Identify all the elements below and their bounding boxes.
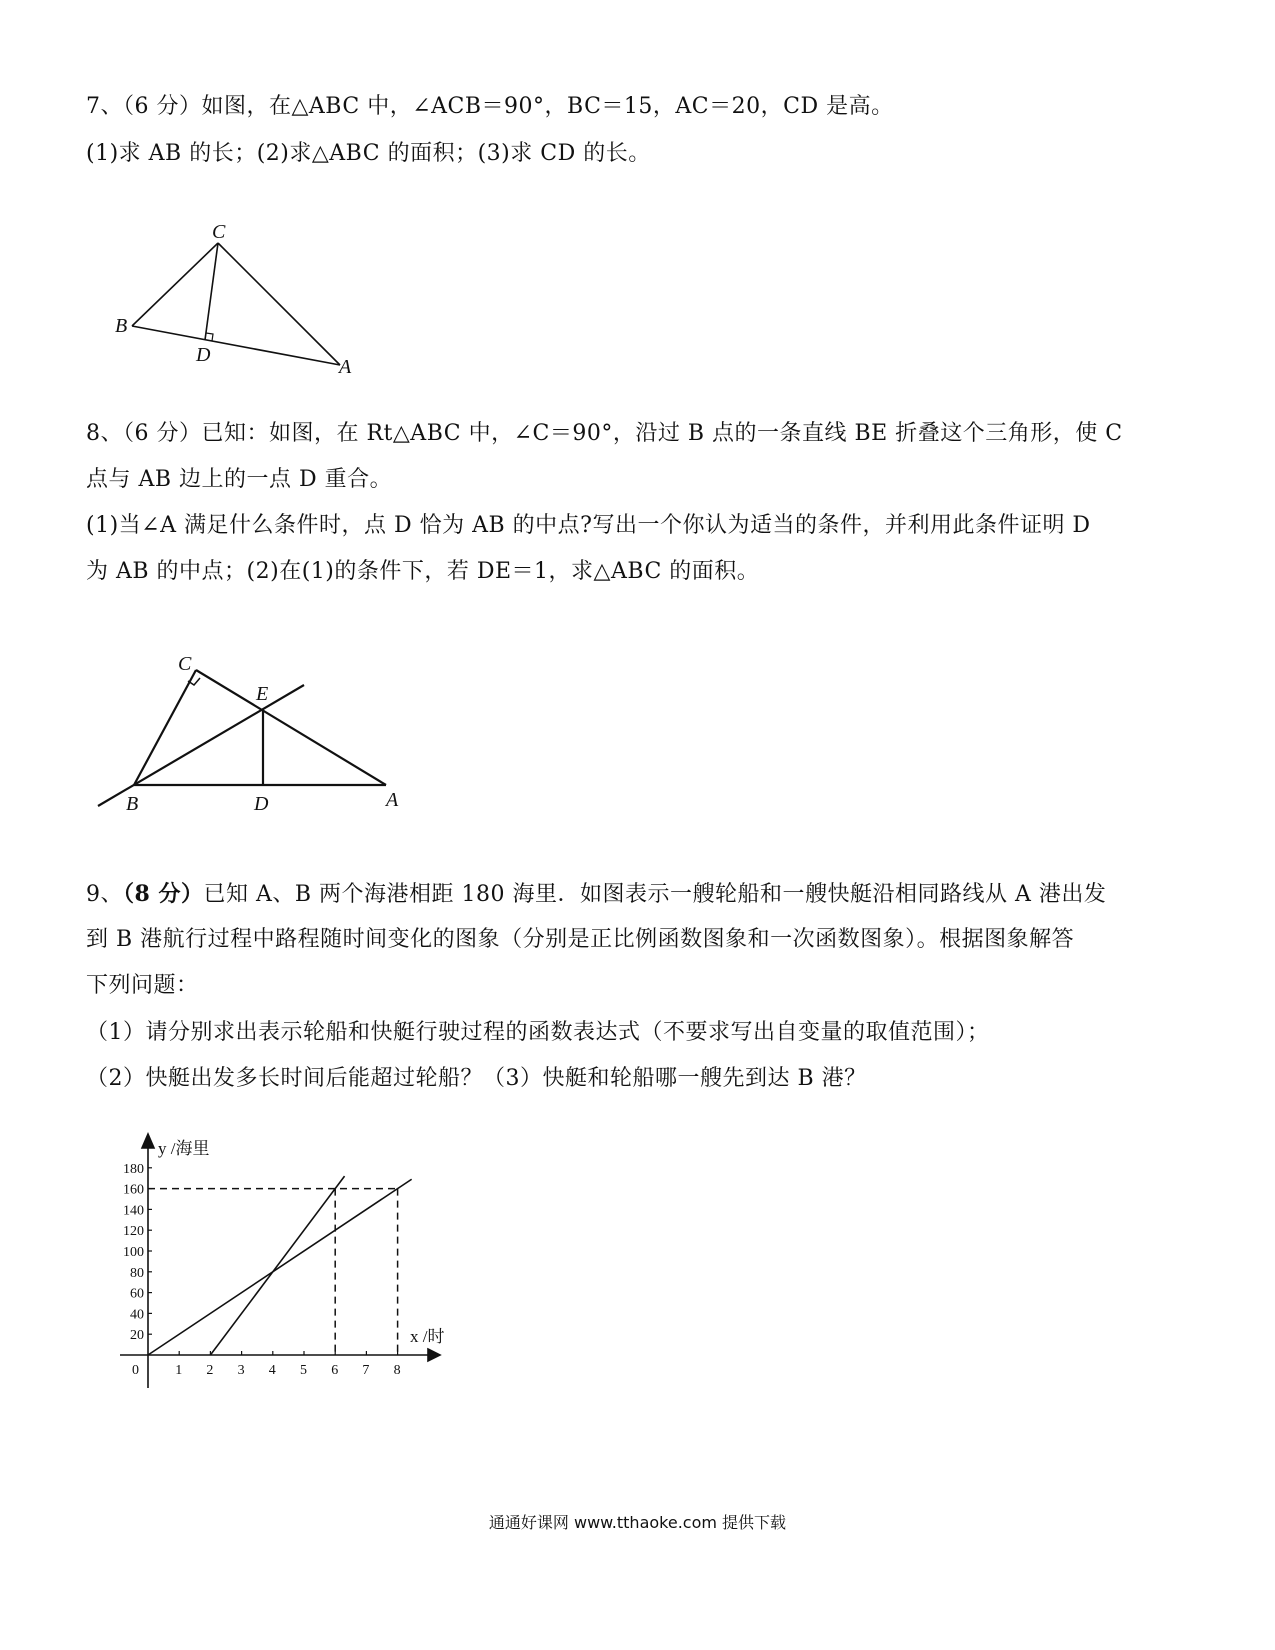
chart-y-label: y /海里 bbox=[158, 1139, 210, 1158]
chart-y-arrow bbox=[142, 1134, 154, 1148]
x-tick-label: 4 bbox=[268, 1363, 276, 1378]
q7-label-b: B bbox=[115, 315, 128, 337]
q7-label-c: C bbox=[212, 221, 226, 243]
q8-label-e: E bbox=[256, 683, 269, 705]
q8-line-be bbox=[98, 685, 304, 806]
chart-origin-label: 0 bbox=[132, 1363, 139, 1378]
q7-line-1: 7、（6 分）如图，在△ABC 中，∠ACB＝90°，BC＝15，AC＝20，CD 是高。 bbox=[86, 94, 894, 119]
q9-line-3: 下列问题： bbox=[86, 973, 199, 998]
q9-number: 9、 bbox=[86, 882, 123, 907]
q9-chart bbox=[110, 1130, 470, 1400]
q7-segment-ca bbox=[218, 243, 340, 365]
q8-segment-ca bbox=[196, 670, 386, 785]
y-tick-label: 180 bbox=[123, 1161, 144, 1177]
y-tick-label: 140 bbox=[123, 1203, 144, 1219]
chart-x-label: x /时 bbox=[410, 1327, 445, 1346]
q9-line-4: （1）请分别求出表示轮船和快艇行驶过程的函数表达式（不要求写出自变量的取值范围）； bbox=[86, 1020, 990, 1045]
x-tick-label: 5 bbox=[300, 1363, 307, 1378]
q8-line-3: (1)当∠A 满足什么条件时，点 D 恰为 AB 的中点?写出一个你认为适当的条件，并利用此条件证明 D bbox=[86, 513, 1091, 538]
q9-line-1-text: 已知 A、B 两个海港相距 180 海里．如图表示一艘轮船和一艘快艇沿相同路线从 A 港出发 bbox=[203, 882, 1107, 907]
y-tick-label: 160 bbox=[123, 1182, 144, 1198]
x-tick-label: 2 bbox=[206, 1363, 214, 1378]
q8-right-angle-mark bbox=[188, 678, 200, 685]
x-tick-label: 1 bbox=[175, 1363, 183, 1378]
x-tick-label: 8 bbox=[393, 1363, 401, 1378]
q9-line-1 bbox=[86, 880, 1106, 909]
q7-segment-bc bbox=[132, 243, 218, 326]
q7-segment-cd bbox=[205, 243, 218, 340]
q7-figure bbox=[110, 218, 360, 378]
y-tick-label: 20 bbox=[130, 1328, 144, 1344]
q9-score: （8 分） bbox=[123, 881, 204, 907]
series-line-1 bbox=[148, 1179, 412, 1355]
y-tick-label: 80 bbox=[130, 1265, 144, 1281]
chart-x-arrow bbox=[428, 1349, 440, 1361]
series-line-2 bbox=[210, 1176, 344, 1355]
q8-label-d: D bbox=[254, 793, 269, 815]
q8-label-c: C bbox=[178, 653, 192, 675]
x-tick-label: 6 bbox=[331, 1363, 339, 1378]
q7-label-d: D bbox=[196, 344, 211, 366]
q9-line-2: 到 B 港航行过程中路程随时间变化的图象（分别是正比例函数图象和一次函数图象）。根据图象解答 bbox=[86, 927, 1075, 952]
y-tick-label: 40 bbox=[130, 1307, 144, 1323]
q8-line-2: 点与 AB 边上的一点 D 重合。 bbox=[86, 467, 393, 492]
q8-line-1: 8、（6 分）已知：如图，在 Rt△ABC 中，∠C＝90°，沿过 B 点的一条直线 BE 折叠这个三角形，使 C bbox=[86, 421, 1123, 446]
y-tick-label: 60 bbox=[130, 1286, 144, 1302]
q8-label-a: A bbox=[386, 789, 399, 811]
footer: 通通好课网 www.tthaoke.com 提供下载 bbox=[488, 1513, 787, 1532]
x-tick-label: 7 bbox=[362, 1363, 370, 1378]
q7-line-2: (1)求 AB 的长；(2)求△ABC 的面积；(3)求 CD 的长。 bbox=[86, 141, 651, 166]
x-tick-label: 3 bbox=[237, 1363, 245, 1378]
q8-line-4: 为 AB 的中点；(2)在(1)的条件下，若 DE＝1，求△ABC 的面积。 bbox=[86, 559, 760, 584]
q7-segment-ba bbox=[132, 326, 340, 365]
q8-figure bbox=[90, 640, 420, 825]
q7-label-a: A bbox=[339, 356, 352, 378]
y-tick-label: 100 bbox=[123, 1245, 144, 1260]
y-tick-label: 120 bbox=[123, 1224, 144, 1240]
q8-label-b: B bbox=[126, 793, 139, 815]
q9-line-5: （2）快艇出发多长时间后能超过轮船？（3）快艇和轮船哪一艘先到达 B 港？ bbox=[86, 1066, 867, 1091]
